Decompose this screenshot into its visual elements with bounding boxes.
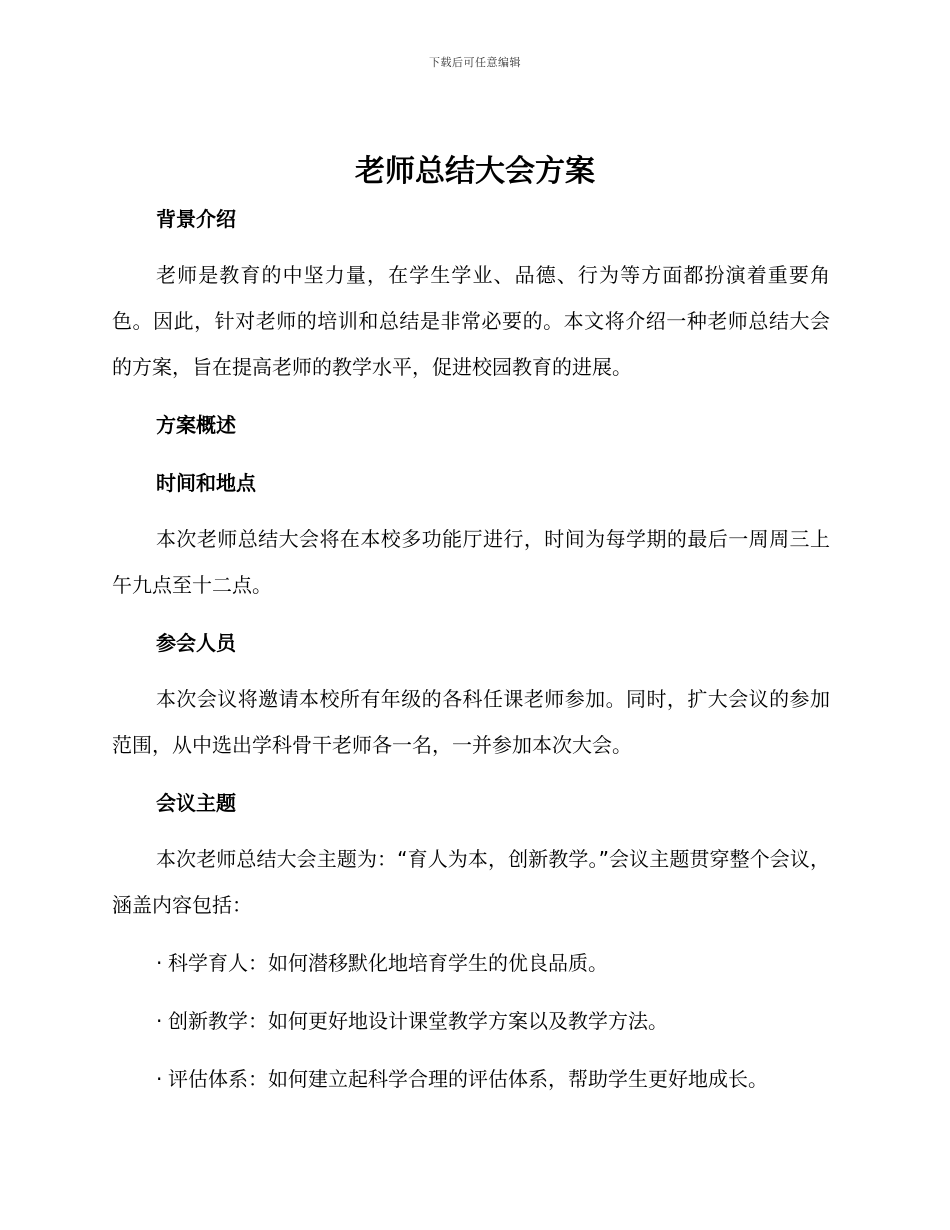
document-title: 老师总结大会方案 bbox=[355, 154, 595, 189]
header-note: 下载后可任意编辑 bbox=[429, 56, 521, 69]
paragraph-background: 老师是教育的中坚力量，在学生学业、品德、行为等方面都扮演着重要角色。因此，针对老师的培训和总结是非常必要的。本文将介绍一种老师总结大会的方案，旨在提高老师的教学水平，促进校园教育的进展。 bbox=[112, 263, 830, 379]
list-item-text: 评估体系：如何建立起科学合理的评估体系，帮助学生更好地成长。 bbox=[168, 1067, 768, 1091]
list-item-text: 科学育人：如何潜移默化地培育学生的优良品质。 bbox=[168, 951, 608, 975]
document-body bbox=[112, 196, 830, 1114]
list-item-text: 创新教学：如何更好地设计课堂教学方案以及教学方法。 bbox=[168, 1009, 668, 1033]
section-heading-background: 背景介绍 bbox=[156, 207, 236, 231]
section-heading-theme: 会议主题 bbox=[156, 791, 236, 815]
list-item bbox=[112, 998, 830, 1044]
paragraph-time-place: 本次老师总结大会将在本校多功能厅进行，时间为每学期的最后一周周三上午九点至十二点。 bbox=[112, 527, 830, 597]
bullet-icon: · bbox=[156, 951, 163, 975]
theme-bullet-list bbox=[112, 940, 830, 1102]
bullet-icon: · bbox=[156, 1067, 163, 1091]
paragraph-attendees: 本次会议将邀请本校所有年级的各科任课老师参加。同时，扩大会议的参加范围，从中选出学科骨干老师各一名，一并参加本次大会。 bbox=[112, 687, 830, 757]
bullet-icon: · bbox=[156, 1009, 163, 1033]
section-heading-attendees: 参会人员 bbox=[156, 631, 236, 655]
list-item bbox=[112, 1056, 830, 1102]
section-heading-overview: 方案概述 bbox=[156, 413, 236, 437]
paragraph-theme: 本次老师总结大会主题为：“育人为本，创新教学。”会议主题贯穿整个会议，涵盖内容包括： bbox=[112, 847, 830, 917]
list-item bbox=[112, 940, 830, 986]
section-heading-time-place: 时间和地点 bbox=[156, 471, 256, 495]
